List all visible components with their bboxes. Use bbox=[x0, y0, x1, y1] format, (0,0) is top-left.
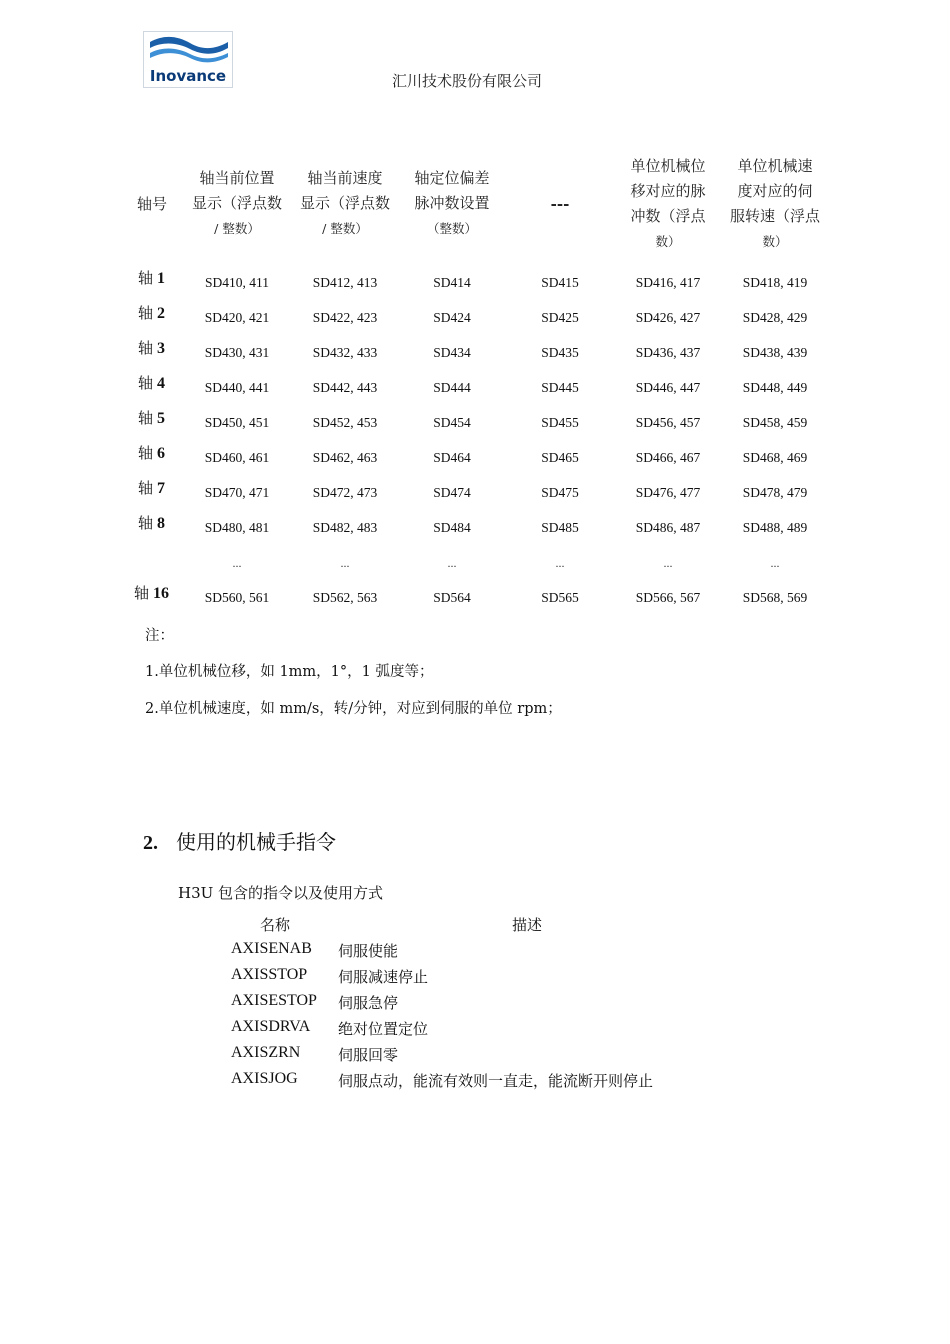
table-cell: SD458, 459 bbox=[742, 415, 808, 430]
command-name: AXISJOG bbox=[231, 1070, 298, 1087]
col-header-speed bbox=[291, 166, 399, 241]
axis-label-number: 7 bbox=[157, 480, 166, 497]
axis-label-number: 5 bbox=[157, 410, 166, 427]
table-cell: SD445 bbox=[541, 380, 579, 395]
col-header-line: 数） bbox=[762, 234, 788, 249]
table-cell: SD416, 417 bbox=[635, 275, 701, 290]
col-header-unit-speed bbox=[716, 154, 834, 254]
axis-label-prefix: 轴 bbox=[138, 479, 154, 497]
table-cell: SD462, 463 bbox=[312, 450, 378, 465]
section-heading bbox=[143, 826, 336, 855]
table-cell: SD478, 479 bbox=[742, 485, 808, 500]
command-name: AXISZRN bbox=[231, 1044, 301, 1061]
command-name: AXISDRVA bbox=[231, 1018, 311, 1035]
ellipsis-cell: ... bbox=[663, 556, 673, 570]
section-number: 2. bbox=[143, 832, 158, 854]
col-header-line: 显示（浮点数 bbox=[299, 194, 390, 212]
axis-label-6 bbox=[138, 442, 165, 463]
axis-label-number: 1 bbox=[157, 270, 166, 287]
axis-label-number: 16 bbox=[153, 585, 170, 602]
logo-text: Inovance bbox=[149, 67, 227, 85]
col-header-deviation bbox=[398, 166, 506, 241]
col-header-unit-displacement bbox=[614, 154, 722, 254]
ellipsis-cell: ... bbox=[770, 556, 780, 570]
table-cell: SD568, 569 bbox=[742, 590, 808, 605]
table-cell: SD474 bbox=[433, 485, 471, 500]
table-cell: SD472, 473 bbox=[312, 485, 378, 500]
axis-label-prefix: 轴 bbox=[138, 339, 154, 357]
note-1: 1.单位机械位移，如 1mm，1°，1 弧度等； bbox=[145, 664, 434, 680]
axis-label-number: 6 bbox=[157, 445, 166, 462]
axis-label-number: 3 bbox=[157, 340, 166, 357]
table-cell: SD412, 413 bbox=[312, 275, 378, 290]
section-title: 使用的机械手指令 bbox=[176, 830, 336, 854]
table-cell: SD456, 457 bbox=[635, 415, 701, 430]
table-cell: SD426, 427 bbox=[635, 310, 701, 325]
ellipsis-cell: ... bbox=[555, 556, 565, 570]
table-cell: SD415 bbox=[541, 275, 579, 290]
col-header-line: 数） bbox=[655, 234, 681, 249]
axis-label-prefix: 轴 bbox=[138, 304, 154, 322]
command-name: AXISESTOP bbox=[231, 992, 317, 1009]
col-header-line: 轴定位偏差 bbox=[414, 169, 490, 187]
table-cell: SD484 bbox=[433, 520, 471, 535]
ellipsis-cell: ... bbox=[447, 556, 457, 570]
axis-label-prefix: 轴 bbox=[138, 514, 154, 532]
table-cell: SD560, 561 bbox=[204, 590, 270, 605]
inovance-logo bbox=[143, 31, 233, 88]
table-cell: SD438, 439 bbox=[742, 345, 808, 360]
cmd-col-name-header: 名称 bbox=[260, 916, 291, 934]
table-cell: SD482, 483 bbox=[312, 520, 378, 535]
table-cell: SD410, 411 bbox=[204, 275, 269, 290]
note-2: 2.单位机械速度，如 mm/s，转/分钟，对应到伺服的单位 rpm； bbox=[145, 701, 562, 717]
table-cell: SD455 bbox=[541, 415, 579, 430]
table-cell: SD440, 441 bbox=[204, 380, 270, 395]
axis-label-5 bbox=[138, 407, 165, 428]
col-header-line: 显示（浮点数 bbox=[191, 194, 282, 212]
table-cell: SD460, 461 bbox=[204, 450, 270, 465]
table-cell: SD468, 469 bbox=[742, 450, 808, 465]
table-cell: SD414 bbox=[433, 275, 471, 290]
ellipsis-cell: ... bbox=[232, 556, 242, 570]
table-cell: SD562, 563 bbox=[312, 590, 378, 605]
table-cell: SD464 bbox=[433, 450, 471, 465]
col-header-axis: 轴号 bbox=[136, 195, 167, 213]
col-header-line: 轴当前位置 bbox=[199, 169, 275, 187]
axis-label-1 bbox=[138, 267, 165, 288]
cmd-col-desc-header: 描述 bbox=[512, 916, 543, 934]
axis-label-prefix: 轴 bbox=[138, 444, 154, 462]
table-cell: SD442, 443 bbox=[312, 380, 378, 395]
col-header-line: 移对应的脉 bbox=[630, 182, 706, 200]
table-cell: SD485 bbox=[541, 520, 579, 535]
table-cell: SD434 bbox=[433, 345, 471, 360]
axis-label-3 bbox=[138, 337, 165, 358]
axis-label-16 bbox=[134, 582, 169, 603]
table-cell: SD432, 433 bbox=[312, 345, 378, 360]
command-name: AXISENAB bbox=[231, 940, 312, 957]
col-header-line: 脉冲数设置 bbox=[414, 194, 490, 212]
col-header-dashes: --- bbox=[550, 195, 570, 213]
axis-label-2 bbox=[138, 302, 165, 323]
table-cell: SD418, 419 bbox=[742, 275, 808, 290]
axis-label-prefix: 轴 bbox=[134, 584, 150, 602]
command-name: AXISSTOP bbox=[231, 966, 308, 983]
col-header-line: / 整数） bbox=[322, 221, 368, 236]
command-description: 伺服急停 bbox=[338, 994, 399, 1012]
table-cell: SD480, 481 bbox=[204, 520, 270, 535]
table-cell: SD470, 471 bbox=[204, 485, 270, 500]
col-header-line: 冲数（浮点 bbox=[630, 207, 706, 225]
axis-label-8 bbox=[138, 512, 165, 533]
table-cell: SD424 bbox=[433, 310, 471, 325]
axis-label-4 bbox=[138, 372, 165, 393]
axis-label-number: 4 bbox=[157, 375, 166, 392]
table-cell: SD422, 423 bbox=[312, 310, 378, 325]
table-cell: SD466, 467 bbox=[635, 450, 701, 465]
col-header-line: （整数） bbox=[426, 221, 477, 236]
col-header-line: 轴当前速度 bbox=[307, 169, 383, 187]
notes-label: 注： bbox=[145, 628, 174, 644]
axis-label-7 bbox=[138, 477, 165, 498]
table-cell: SD476, 477 bbox=[635, 485, 701, 500]
table-cell: SD420, 421 bbox=[204, 310, 270, 325]
company-name: 汇川技术股份有限公司 bbox=[392, 72, 543, 90]
logo-wave-icon bbox=[144, 32, 232, 68]
table-cell: SD566, 567 bbox=[635, 590, 701, 605]
col-header-line: 单位机械速 bbox=[737, 157, 813, 175]
axis-label-prefix: 轴 bbox=[138, 374, 154, 392]
command-description: 伺服点动，能流有效则一直走，能流断开则停止 bbox=[338, 1072, 654, 1090]
command-description: 伺服使能 bbox=[338, 942, 399, 960]
col-header-line: 服转速（浮点 bbox=[729, 207, 820, 225]
table-cell: SD564 bbox=[433, 590, 471, 605]
table-cell: SD425 bbox=[541, 310, 579, 325]
axis-label-number: 8 bbox=[157, 515, 166, 532]
table-cell: SD436, 437 bbox=[635, 345, 701, 360]
axis-label-prefix: 轴 bbox=[138, 269, 154, 287]
table-cell: SD448, 449 bbox=[742, 380, 808, 395]
table-cell: SD486, 487 bbox=[635, 520, 701, 535]
table-cell: SD565 bbox=[541, 590, 579, 605]
col-header-position bbox=[183, 166, 291, 241]
table-cell: SD452, 453 bbox=[312, 415, 378, 430]
col-header-line: 度对应的伺 bbox=[737, 182, 813, 200]
command-description: 伺服回零 bbox=[338, 1046, 399, 1064]
table-cell: SD444 bbox=[433, 380, 471, 395]
table-cell: SD475 bbox=[541, 485, 579, 500]
col-header-line: / 整数） bbox=[214, 221, 260, 236]
table-cell: SD454 bbox=[433, 415, 471, 430]
table-cell: SD446, 447 bbox=[635, 380, 701, 395]
table-cell: SD450, 451 bbox=[204, 415, 270, 430]
table-cell: SD430, 431 bbox=[204, 345, 270, 360]
command-description: 伺服减速停止 bbox=[338, 968, 429, 986]
table-cell: SD488, 489 bbox=[742, 520, 808, 535]
command-description: 绝对位置定位 bbox=[338, 1020, 429, 1038]
ellipsis-cell: ... bbox=[340, 556, 350, 570]
axis-label-number: 2 bbox=[157, 305, 166, 322]
section-intro: H3U 包含的指令以及使用方式 bbox=[178, 884, 384, 902]
table-cell: SD465 bbox=[541, 450, 579, 465]
axis-label-prefix: 轴 bbox=[138, 409, 154, 427]
table-cell: SD435 bbox=[541, 345, 579, 360]
table-cell: SD428, 429 bbox=[742, 310, 808, 325]
col-header-line: 单位机械位 bbox=[630, 157, 706, 175]
